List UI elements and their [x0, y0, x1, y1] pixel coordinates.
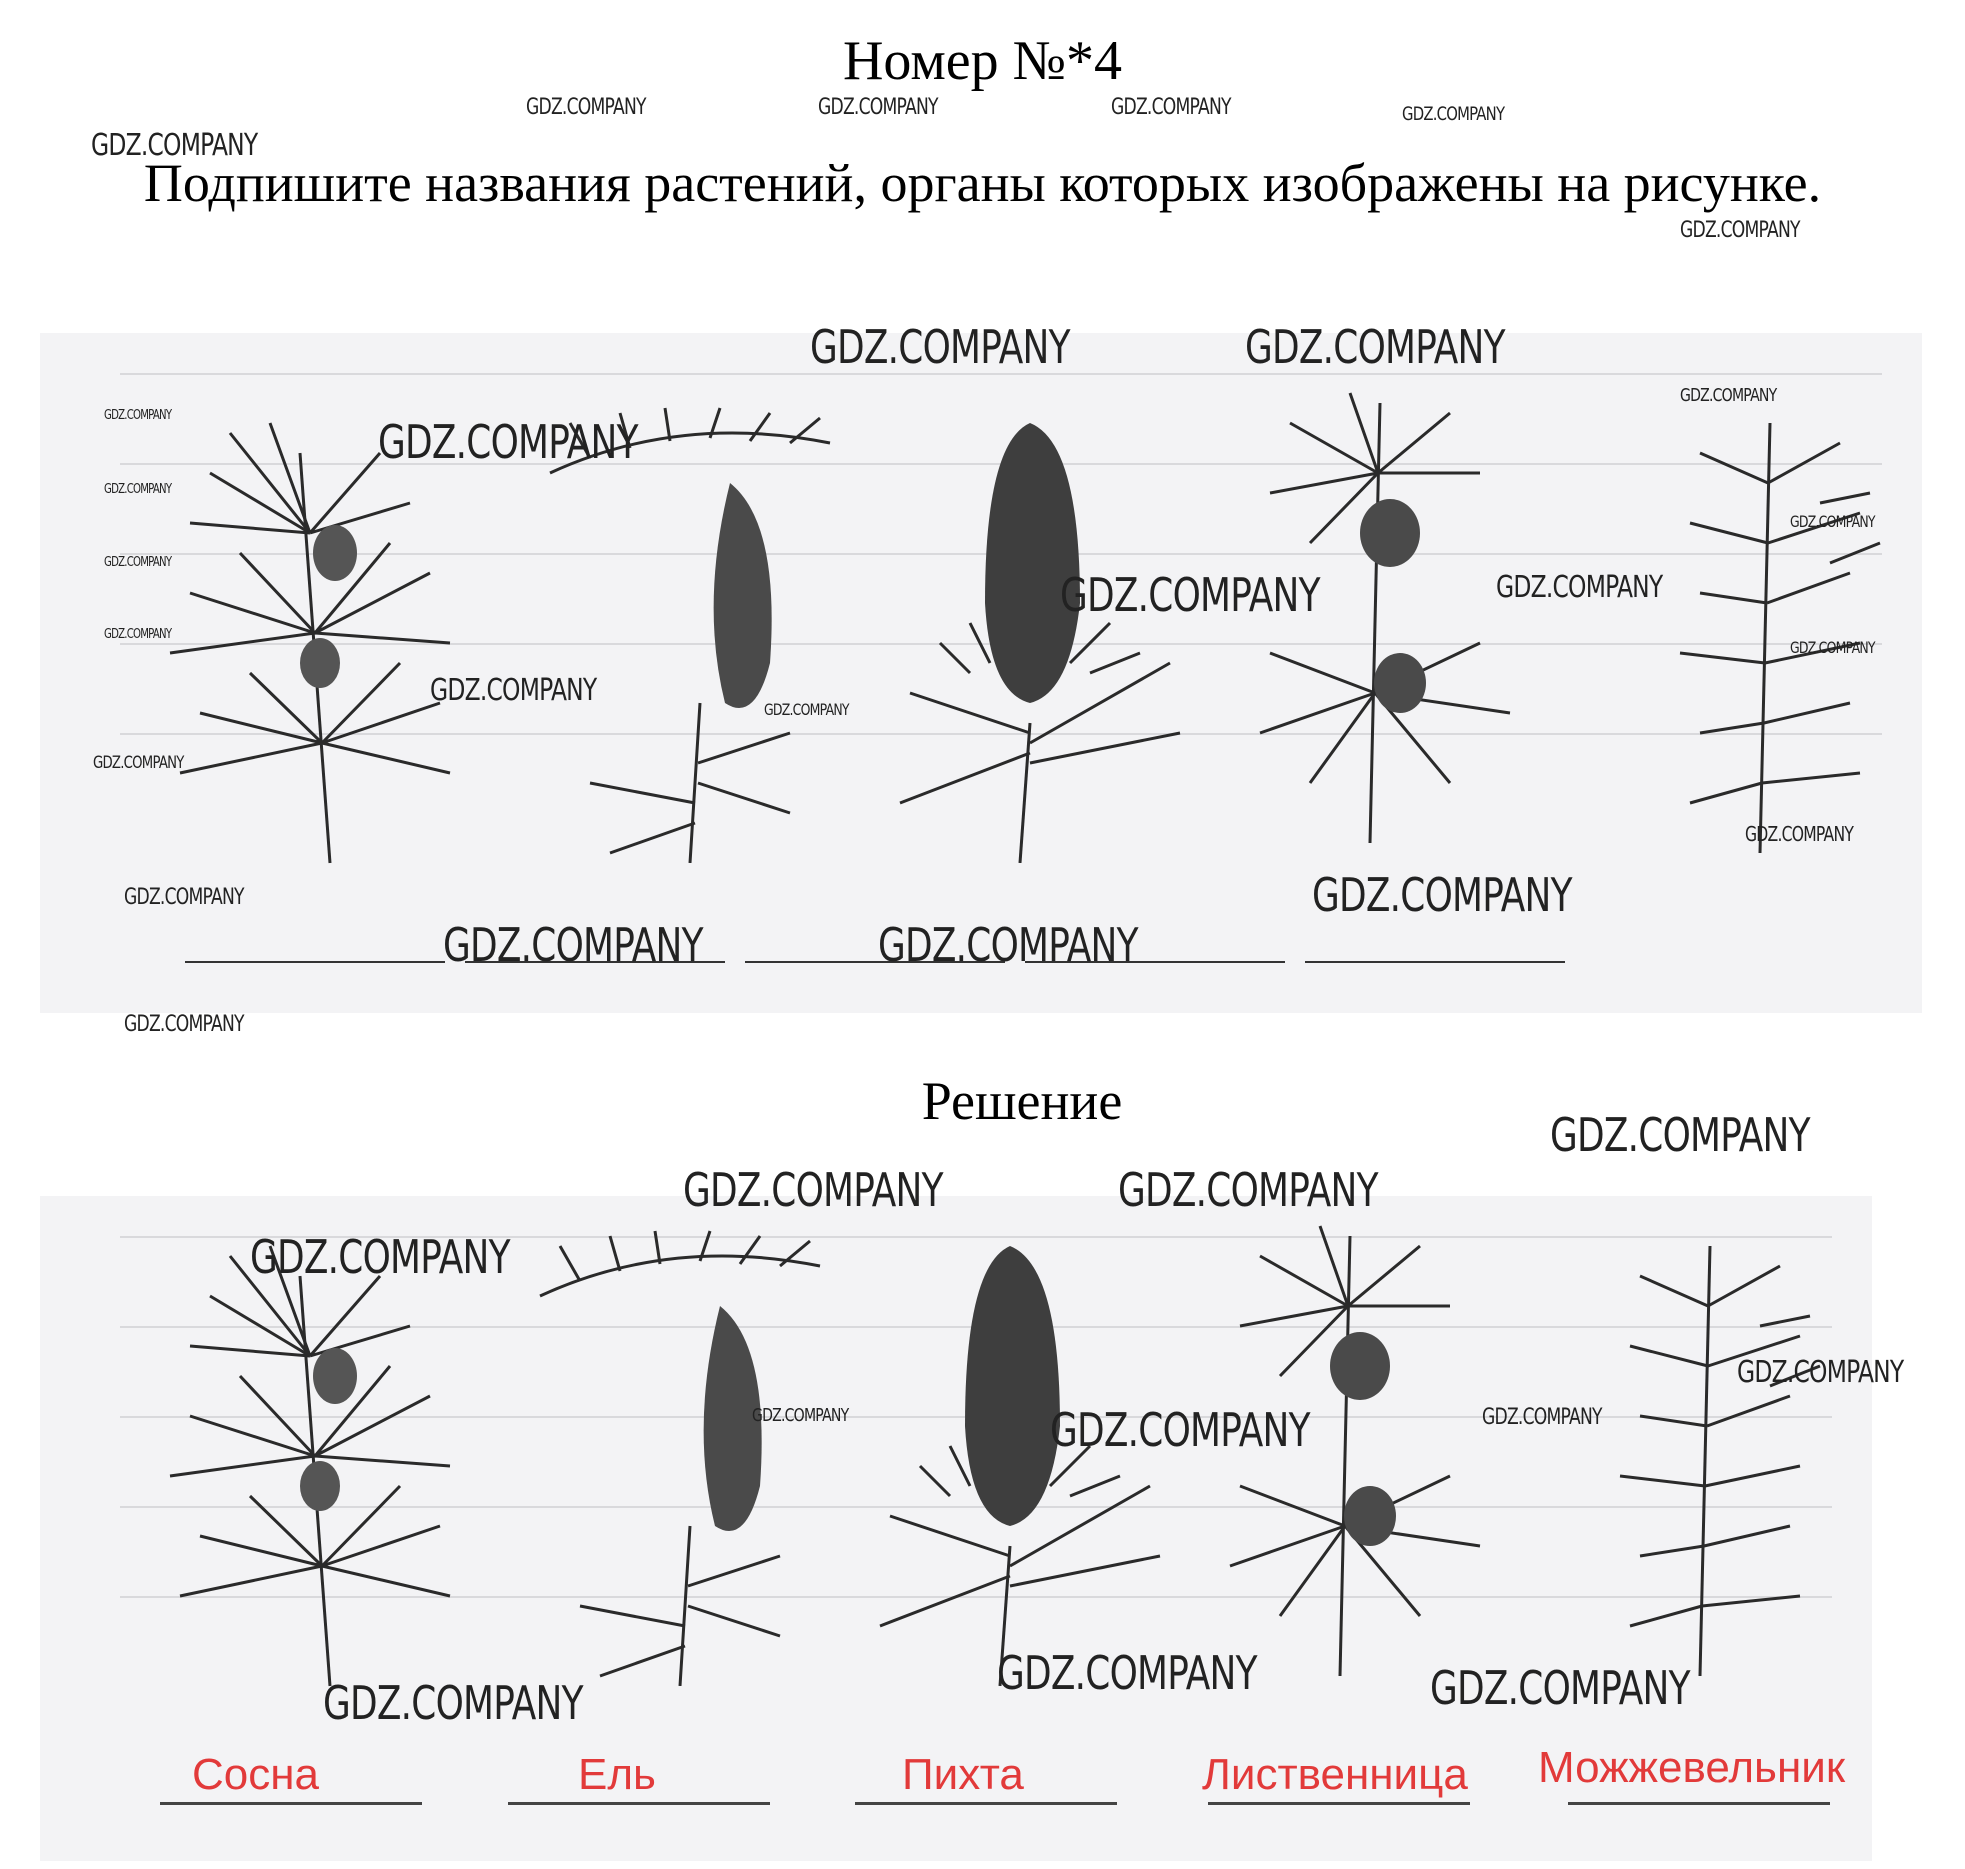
task-figure: [40, 333, 1922, 1013]
watermark: GDZ.COMPANY: [1680, 218, 1800, 243]
larch-branch-icon: [1250, 383, 1570, 843]
watermark: GDZ.COMPANY: [1737, 1355, 1904, 1390]
fir-branch-icon: [880, 403, 1200, 863]
watermark: GDZ.COMPANY: [1482, 1405, 1602, 1430]
watermark: GDZ.COMPANY: [104, 627, 172, 642]
watermark: GDZ.COMPANY: [1118, 1163, 1378, 1217]
watermark: GDZ.COMPANY: [526, 95, 646, 120]
answer-blank: [1025, 961, 1285, 963]
watermark: GDZ.COMPANY: [683, 1163, 943, 1217]
watermark: GDZ.COMPANY: [104, 555, 172, 570]
spruce-branch-icon: [530, 403, 850, 863]
watermark: GDZ.COMPANY: [752, 1405, 849, 1426]
solution-figure: [40, 1196, 1872, 1861]
juniper-branch-icon: [1620, 403, 1922, 863]
watermark: GDZ.COMPANY: [1496, 570, 1663, 605]
watermark: GDZ.COMPANY: [124, 885, 244, 910]
watermark: GDZ.COMPANY: [250, 1230, 510, 1284]
watermark: GDZ.COMPANY: [997, 1646, 1257, 1700]
task-text: Подпишите названия растений, органы которых изображены на рисунке.: [143, 153, 1822, 213]
watermark: GDZ.COMPANY: [878, 918, 1138, 972]
watermark: GDZ.COMPANY: [1680, 385, 1777, 406]
watermark: GDZ.COMPANY: [443, 918, 703, 972]
watermark: GDZ.COMPANY: [93, 753, 184, 773]
solution-heading: Решение: [921, 1071, 1123, 1131]
watermark: GDZ.COMPANY: [1790, 638, 1875, 657]
answer-juniper: Можжевельник: [1538, 1743, 1846, 1792]
watermark: GDZ.COMPANY: [1245, 320, 1505, 374]
divider: [120, 373, 1882, 375]
watermark: GDZ.COMPANY: [1402, 103, 1505, 125]
answer-fir: Пихта: [902, 1750, 1024, 1799]
answer-larch: Лиственница: [1202, 1750, 1468, 1799]
page-title: Номер №*4: [842, 30, 1123, 92]
pine-branch-icon: [150, 413, 470, 873]
answer-blank: [1305, 961, 1565, 963]
answer-underline: [1208, 1802, 1470, 1805]
answer-underline: [508, 1802, 770, 1805]
watermark: GDZ.COMPANY: [1050, 1403, 1310, 1457]
watermark: GDZ.COMPANY: [323, 1676, 583, 1730]
answer-blank: [465, 961, 725, 963]
answer-blank: [185, 961, 445, 963]
watermark: GDZ.COMPANY: [104, 482, 172, 497]
watermark: GDZ.COMPANY: [430, 673, 597, 708]
watermark: GDZ.COMPANY: [1745, 822, 1854, 846]
answer-underline: [160, 1802, 422, 1805]
watermark: GDZ.COMPANY: [124, 1012, 244, 1037]
watermark: GDZ.COMPANY: [818, 95, 938, 120]
watermark: GDZ.COMPANY: [104, 408, 172, 423]
fir-branch-icon: [860, 1226, 1180, 1686]
answer-underline: [1568, 1802, 1830, 1805]
answer-underline: [855, 1802, 1117, 1805]
answer-pine: Сосна: [192, 1750, 320, 1799]
spruce-branch-icon: [520, 1226, 840, 1686]
watermark: GDZ.COMPANY: [1060, 568, 1320, 622]
watermark: GDZ.COMPANY: [1312, 868, 1572, 922]
larch-branch-icon: [1220, 1216, 1540, 1676]
watermark: GDZ.COMPANY: [764, 700, 849, 719]
watermark: GDZ.COMPANY: [1790, 512, 1875, 531]
watermark: GDZ.COMPANY: [1111, 95, 1231, 120]
watermark: GDZ.COMPANY: [378, 415, 638, 469]
pine-branch-icon: [150, 1236, 470, 1696]
watermark: GDZ.COMPANY: [91, 128, 258, 163]
juniper-branch-icon: [1560, 1226, 1872, 1686]
watermark: GDZ.COMPANY: [1550, 1108, 1810, 1162]
watermark: GDZ.COMPANY: [810, 320, 1070, 374]
watermark: GDZ.COMPANY: [1430, 1661, 1690, 1715]
answer-spruce: Ель: [578, 1750, 656, 1799]
answer-blank: [745, 961, 1005, 963]
